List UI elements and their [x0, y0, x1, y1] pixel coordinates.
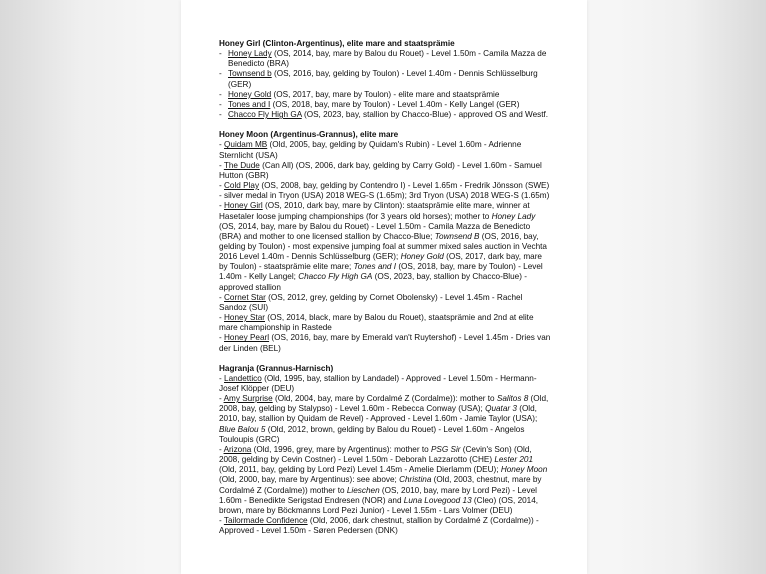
horse-name: Townsend B: [434, 231, 480, 241]
entry-text: (OS, 2016, bay, gelding by Toulon) - most expensive jumping foal at summer mixed sales auction in Vechta 2016 Level 1.40m - Dennis Schlüsselburg (GER);: [219, 231, 547, 262]
horse-name: Honey Lady: [491, 211, 536, 221]
offspring-entry: [219, 293, 551, 313]
entry-text: -: [219, 140, 225, 150]
offspring-entry: [219, 394, 551, 445]
entry-text: -: [219, 181, 225, 191]
section-heading: Honey Girl (Clinton-Argentinus), elite mare and staatsprämie: [219, 39, 455, 48]
horse-name-link[interactable]: Tailormade Confidence: [223, 516, 308, 526]
horse-name-link[interactable]: Honey Pearl: [224, 333, 270, 343]
entry-text: -: [219, 313, 225, 323]
entry-text: (OS, 2014, bay, mare by Balou du Rouet) - Level 1.50m - Camila Mazza de Benedicto (BRA) and mother to one licensed stallion by Chacco-Blue;: [219, 221, 531, 241]
entry-text: (OS, 2016, bay, mare by Emerald van't Ruytershof) - Level 1.45m - Dries van der Linden (BEL): [219, 333, 551, 353]
horse-name-link[interactable]: Tones and I: [228, 99, 271, 109]
entry-text: (Old, 2011, bay, gelding by Lord Pezi) Level 1.45m - Amelie Dierlamm (DEU);: [219, 465, 501, 475]
horse-name-link[interactable]: Landettico: [224, 373, 262, 383]
horse-name-link[interactable]: Chacco Fly High GA: [228, 110, 302, 120]
entry-text: (OS, 2017, bay, mare by Toulon) - elite mare and staatsprämie: [271, 89, 500, 99]
entry-text: (OS, 2023, bay, stallion by Chacco-Blue) - approved stallion: [219, 272, 527, 292]
offspring-entry: [219, 161, 551, 181]
horse-name: PSG Sir: [430, 444, 461, 454]
offspring-entry: [219, 516, 551, 536]
horse-name: Lester 201: [494, 455, 534, 465]
offspring-entry: [219, 110, 551, 120]
section-heading: Hagranja (Grannus-Harnisch): [219, 363, 334, 373]
entry-text: -: [219, 444, 224, 454]
offspring-entry: [219, 313, 551, 333]
horse-name: Chacco Fly High GA: [298, 272, 373, 282]
horse-name: Luna Lovegood 13: [403, 495, 472, 505]
entry-text: (OS, 2017, dark bay, mare by Toulon) - staatsprämie elite mare;: [219, 252, 542, 272]
entry-text: (Old, 2000, bay, mare by Argentinus): see above;: [219, 475, 400, 485]
document-content: [219, 39, 551, 546]
entry-text: (Old, 2010, bay, stallion by Quidam de Revel) - Approved - Level 1.60m - Jamie Taylor (USA);: [219, 404, 538, 424]
horse-name-link[interactable]: Honey Lady: [228, 49, 272, 59]
horse-name-link[interactable]: Honey Girl: [224, 201, 263, 211]
horse-name-link[interactable]: Amy Surprise: [223, 394, 273, 404]
horse-name: Honey Moon: [500, 465, 548, 475]
offspring-entry: [219, 90, 551, 100]
pedigree-section: [219, 364, 551, 537]
offspring-entry: [219, 201, 551, 292]
horse-name: Blue Balou 5: [219, 424, 266, 434]
entry-text: (OS, 2018, bay, mare by Toulon) - Level 1.40m - Kelly Langel;: [219, 262, 543, 282]
entry-text: (OS, 2010, bay, mare by Lord Pezi) - Level 1.60m - Benedikte Serigstad Endresen (NOR) and: [219, 485, 537, 505]
offspring-entry: [219, 69, 551, 89]
entry-text: -: [219, 333, 225, 343]
entry-text: (OS, 2014, bay, mare by Balou du Rouet) - Level 1.50m - Camila Mazza de Benedicto (BRA): [228, 49, 547, 69]
entry-text: (OS, 2014, black, mare by Balou du Rouet), staatsprämie and 2nd at elite mare championship in Rastede: [219, 313, 534, 333]
entry-text: (Cleo) (OS, 2014, brown, mare by Böckmanns Lord Pezi Junior) - Level 1.55m - Lars Volmer (DEU): [219, 495, 539, 515]
horse-name: Christina: [399, 475, 432, 485]
pedigree-section: [219, 130, 551, 353]
horse-name: Quatar 3: [485, 404, 517, 414]
entry-text: (OS, 2012, grey, gelding by Cornet Obolensky) - Level 1.45m - Rachel Sandoz (SUI): [219, 292, 523, 312]
section-heading: Honey Moon (Argentinus-Grannus), elite mare: [219, 130, 399, 140]
horse-name-link[interactable]: The Dude: [223, 160, 260, 170]
offspring-entry: [219, 140, 551, 160]
entry-text: (Old, 2008, bay, gelding by Stalypso) - Level 1.60m - Rebecca Conway (USA);: [219, 394, 549, 414]
entry-text: -: [219, 373, 225, 383]
entry-text: -: [219, 201, 225, 211]
entry-text: -: [219, 394, 224, 404]
entry-text: -: [219, 160, 224, 170]
offspring-entry: [219, 333, 551, 353]
entry-text: (Old, 2005, bay, gelding by Quidam's Rubin) - Level 1.60m - Adrienne Sternlicht (USA): [219, 140, 522, 160]
offspring-entry: [219, 181, 551, 201]
horse-name: Honey Gold: [400, 252, 444, 262]
horse-name: Lieschen: [346, 485, 380, 495]
horse-name-link[interactable]: Townsend b: [228, 69, 272, 79]
entry-text: (OS, 2023, bay, stallion by Chacco-Blue) - approved OS and Westf.: [301, 110, 549, 120]
entry-text: (Old, 2003, chestnut, mare by Cordalmé Z (Cordalme)) mother to: [219, 475, 542, 495]
entry-text: (Cevin's Son) (Old, 2008, gelding by Cevin Costner) - Level 1.50m - Deborah Lazzarotto (CHE): [219, 444, 532, 465]
entry-text: (OS, 2016, bay, gelding by Toulon) - Level 1.40m - Dennis Schlüsselburg (GER): [228, 69, 538, 89]
entry-text: (OS, 2018, bay, mare by Toulon) - Level 1.40m - Kelly Langel (GER): [270, 99, 520, 109]
horse-name-link[interactable]: Arizona: [223, 444, 252, 454]
horse-name-link[interactable]: Quidam MB: [224, 140, 268, 150]
entry-text: (Old, 1995, bay, stallion by Landadel) - Approved - Level 1.50m - Hermann-Josef Klöpper (DEU): [219, 373, 537, 393]
document-page: [181, 0, 587, 574]
offspring-entry: [219, 445, 551, 516]
horse-name-link[interactable]: Honey Gold: [228, 89, 272, 99]
horse-name: Salitos 8: [496, 394, 529, 404]
entry-text: -: [219, 292, 225, 302]
offspring-entry: [219, 49, 551, 69]
entry-text: (OS, 2010, dark bay, mare by Clinton): staatsprämie elite mare, winner at Hasetaler loose jumping championships (for 3 years old horses); mother to: [219, 201, 530, 221]
horse-name-link[interactable]: Honey Star: [224, 313, 265, 323]
horse-name-link[interactable]: Cold Play: [224, 181, 260, 191]
entry-text: (Old, 2004, bay, mare by Cordalmé Z (Cordalme)): mother to: [272, 394, 497, 404]
horse-name: Tones and I: [353, 262, 397, 272]
entry-text: (Old, 2006, dark chestnut, stallion by Cordalmé Z (Cordalme)) - Approved - Level 1.50m - Søren Pedersen (DNK): [219, 516, 539, 536]
pedigree-section: [219, 39, 551, 120]
horse-name-link[interactable]: Cornet Star: [224, 292, 266, 302]
entry-text: (Old, 2012, brown, gelding by Balou du Rouet) - Level 1.60m - Angelos Touloupis (GRC): [219, 424, 525, 444]
entry-text: (Can All) (OS, 2006, dark bay, gelding by Carry Gold) - Level 1.60m - Samuel Hutton (GBR): [219, 160, 542, 180]
entry-text: (OS, 2008, bay, gelding by Contendro I) - Level 1.65m - Fredrik Jönsson (SWE) - silver medal in Tryon (USA) 2018 WEG-S (1.65m); 3rd Tryon (USA) 2018 WEG-S (1.65m): [219, 181, 550, 201]
offspring-entry: [219, 100, 551, 110]
offspring-entry: [219, 374, 551, 394]
entry-text: (Old, 1996, grey, mare by Argentinus): mother to: [251, 444, 431, 454]
entry-text: -: [219, 516, 224, 526]
